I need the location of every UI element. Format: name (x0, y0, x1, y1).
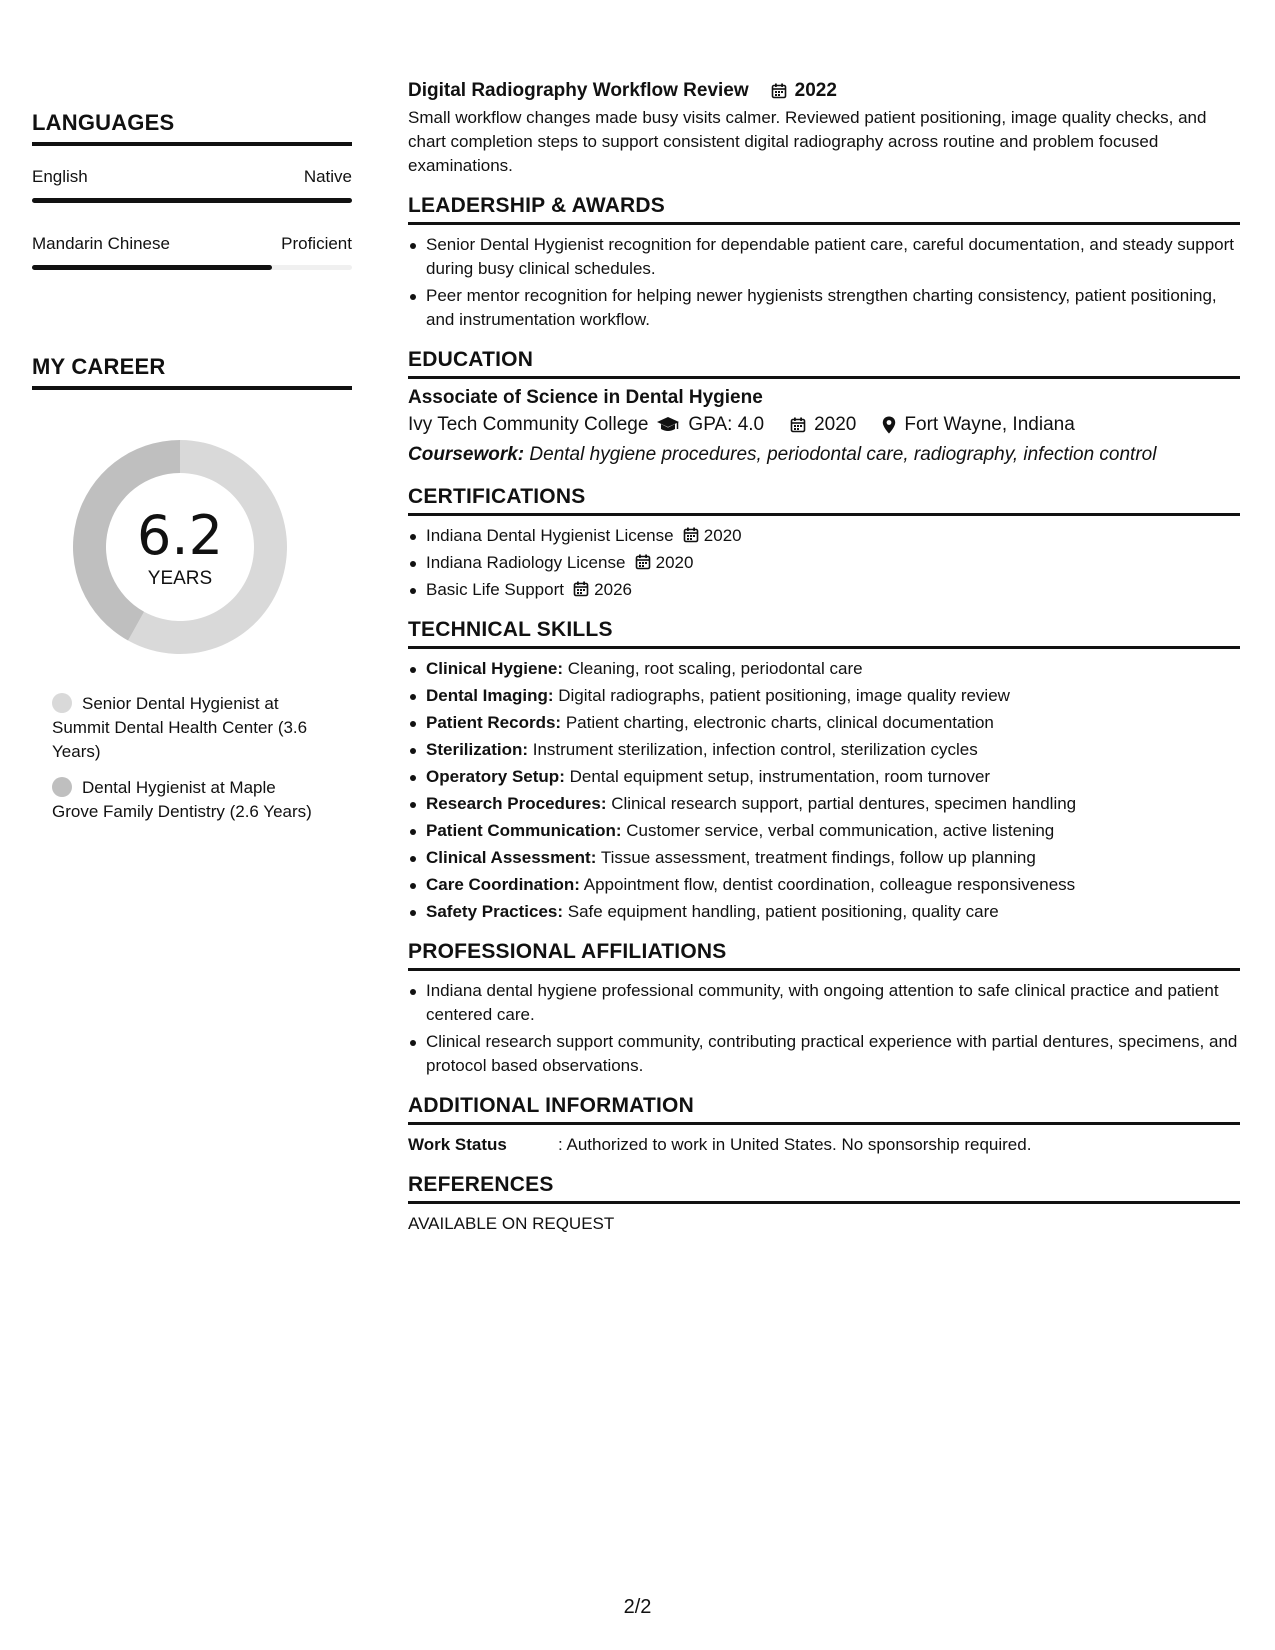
main-column (408, 78, 1240, 1236)
leadership-list (408, 233, 1240, 332)
career-legend (52, 692, 322, 824)
legend-label: Dental Hygienist at Maple Grove Family Dentistry (2.6 Years) (52, 778, 312, 821)
skill-label: Clinical Hygiene: (426, 659, 563, 678)
location-pin-icon (882, 416, 896, 434)
calendar-icon (573, 581, 589, 597)
career-total-value: 6.2 (137, 504, 223, 567)
certification-year: 2020 (703, 526, 742, 545)
list-item: Peer mentor recognition for helping newer hygienists strengthen charting consistency, patient positioning, and instrumentation workflow. (408, 284, 1240, 332)
education-degree: Associate of Science in Dental Hygiene (408, 387, 763, 408)
language-level: Proficient (281, 234, 352, 253)
certifications-title: CERTIFICATIONS (408, 485, 1240, 516)
skill-label: Safety Practices: (426, 902, 564, 921)
project-title-row (408, 78, 1240, 104)
skill-value: Safe equipment handling, patient positioning, quality care (567, 902, 999, 921)
project-title: Digital Radiography Workflow Review (408, 80, 749, 101)
skill-value: Digital radiographs, patient positioning, image quality review (558, 686, 1010, 705)
calendar-icon (771, 83, 787, 99)
language-item (32, 233, 352, 270)
skill-item (408, 765, 1240, 789)
skill-item (408, 873, 1240, 897)
skill-item (408, 738, 1240, 762)
list-item (408, 524, 1240, 548)
skill-label: Clinical Assessment: (426, 848, 597, 867)
education-gpa: GPA: 4.0 (688, 414, 765, 435)
list-item (408, 551, 1240, 575)
coursework-text: Dental hygiene procedures, periodontal care, radiography, infection control (529, 444, 1157, 465)
skill-label: Sterilization: (426, 740, 529, 759)
donut-center (65, 504, 295, 590)
affiliations-title: PROFESSIONAL AFFILIATIONS (408, 940, 1240, 971)
skills-list (408, 657, 1240, 924)
skill-value: Cleaning, root scaling, periodontal care (567, 659, 863, 678)
skill-label: Dental Imaging: (426, 686, 554, 705)
skill-item (408, 846, 1240, 870)
project-description: Small workflow changes made busy visits calmer. Reviewed patient positioning, image quality checks, and chart completion steps to support consistent digital radiography across routine and problem focused examinations. (408, 108, 1207, 175)
skills-title: TECHNICAL SKILLS (408, 618, 1240, 649)
career-total-unit: YEARS (147, 568, 213, 589)
legend-label: Senior Dental Hygienist at Summit Dental Health Center (3.6 Years) (52, 694, 308, 761)
affiliations-list (408, 979, 1240, 1078)
education-title: EDUCATION (408, 348, 1240, 379)
career-donut-chart (65, 432, 295, 662)
certification-name: Basic Life Support (426, 580, 564, 599)
coursework-label: Coursework: (408, 444, 525, 465)
list-item: Senior Dental Hygienist recognition for dependable patient care, careful documentation, and steady support during busy clinical schedules. (408, 233, 1240, 281)
skill-label: Patient Records: (426, 713, 562, 732)
education-year: 2020 (814, 414, 857, 435)
legend-swatch (52, 777, 72, 797)
languages-title: LANGUAGES (32, 110, 352, 146)
skill-value: Patient charting, electronic charts, clinical documentation (565, 713, 994, 732)
references-title: REFERENCES (408, 1173, 1240, 1204)
skill-label: Research Procedures: (426, 794, 607, 813)
skill-label: Operatory Setup: (426, 767, 565, 786)
references-text: AVAILABLE ON REQUEST (408, 1214, 615, 1233)
work-status-value: : Authorized to work in United States. No sponsorship required. (558, 1135, 1032, 1154)
leadership-title: LEADERSHIP & AWARDS (408, 194, 1240, 225)
career-section (32, 354, 352, 836)
skill-label: Care Coordination: (426, 875, 580, 894)
skill-value: Dental equipment setup, instrumentation, room turnover (569, 767, 991, 786)
skill-value: Clinical research support, partial dentures, specimen handling (611, 794, 1077, 813)
legend-item (52, 692, 322, 764)
certification-year: 2020 (655, 553, 694, 572)
work-status-row (408, 1133, 1240, 1157)
skill-item (408, 684, 1240, 708)
calendar-icon (683, 527, 699, 543)
language-name: Mandarin Chinese (32, 234, 170, 253)
language-proficiency-bar (32, 265, 352, 270)
education-location: Fort Wayne, Indiana (904, 414, 1075, 435)
skill-item (408, 900, 1240, 924)
list-item: Clinical research support community, contributing practical experience with partial dentures, specimens, and protocol based observations. (408, 1030, 1240, 1078)
certification-name: Indiana Dental Hygienist License (426, 526, 674, 545)
certification-year: 2026 (594, 580, 632, 599)
language-proficiency-fill (32, 265, 272, 270)
language-proficiency-fill (32, 198, 352, 203)
education-school: Ivy Tech Community College (408, 414, 649, 435)
skill-item (408, 657, 1240, 681)
language-level: Native (303, 167, 352, 186)
career-title: MY CAREER (32, 354, 352, 390)
language-item (32, 166, 352, 203)
skill-value: Customer service, verbal communication, active listening (626, 821, 1055, 840)
page-number: 2/2 (623, 1596, 652, 1618)
skill-label: Patient Communication: (426, 821, 622, 840)
skill-item (408, 711, 1240, 735)
additional-info-title: ADDITIONAL INFORMATION (408, 1094, 1240, 1125)
work-status-label: Work Status (408, 1135, 507, 1154)
legend-item (52, 776, 322, 824)
skill-value: Tissue assessment, treatment findings, follow up planning (600, 848, 1036, 867)
legend-swatch (52, 693, 72, 713)
skill-value: Appointment flow, dentist coordination, colleague responsiveness (583, 875, 1076, 894)
graduation-cap-icon (656, 416, 680, 434)
list-item: Indiana dental hygiene professional community, with ongoing attention to safe clinical practice and patient centered care. (408, 979, 1240, 1027)
certifications-list (408, 524, 1240, 602)
skill-value: Instrument sterilization, infection control, sterilization cycles (532, 740, 978, 759)
education-meta (408, 411, 1240, 439)
certification-name: Indiana Radiology License (426, 553, 626, 572)
calendar-icon (635, 554, 651, 570)
education-coursework (408, 441, 1240, 469)
language-proficiency-bar (32, 198, 352, 203)
list-item (408, 578, 1240, 602)
calendar-icon (790, 417, 806, 433)
skill-item (408, 792, 1240, 816)
project-year: 2022 (794, 80, 837, 101)
languages-section (32, 110, 352, 270)
language-name: English (32, 167, 88, 186)
skill-item (408, 819, 1240, 843)
